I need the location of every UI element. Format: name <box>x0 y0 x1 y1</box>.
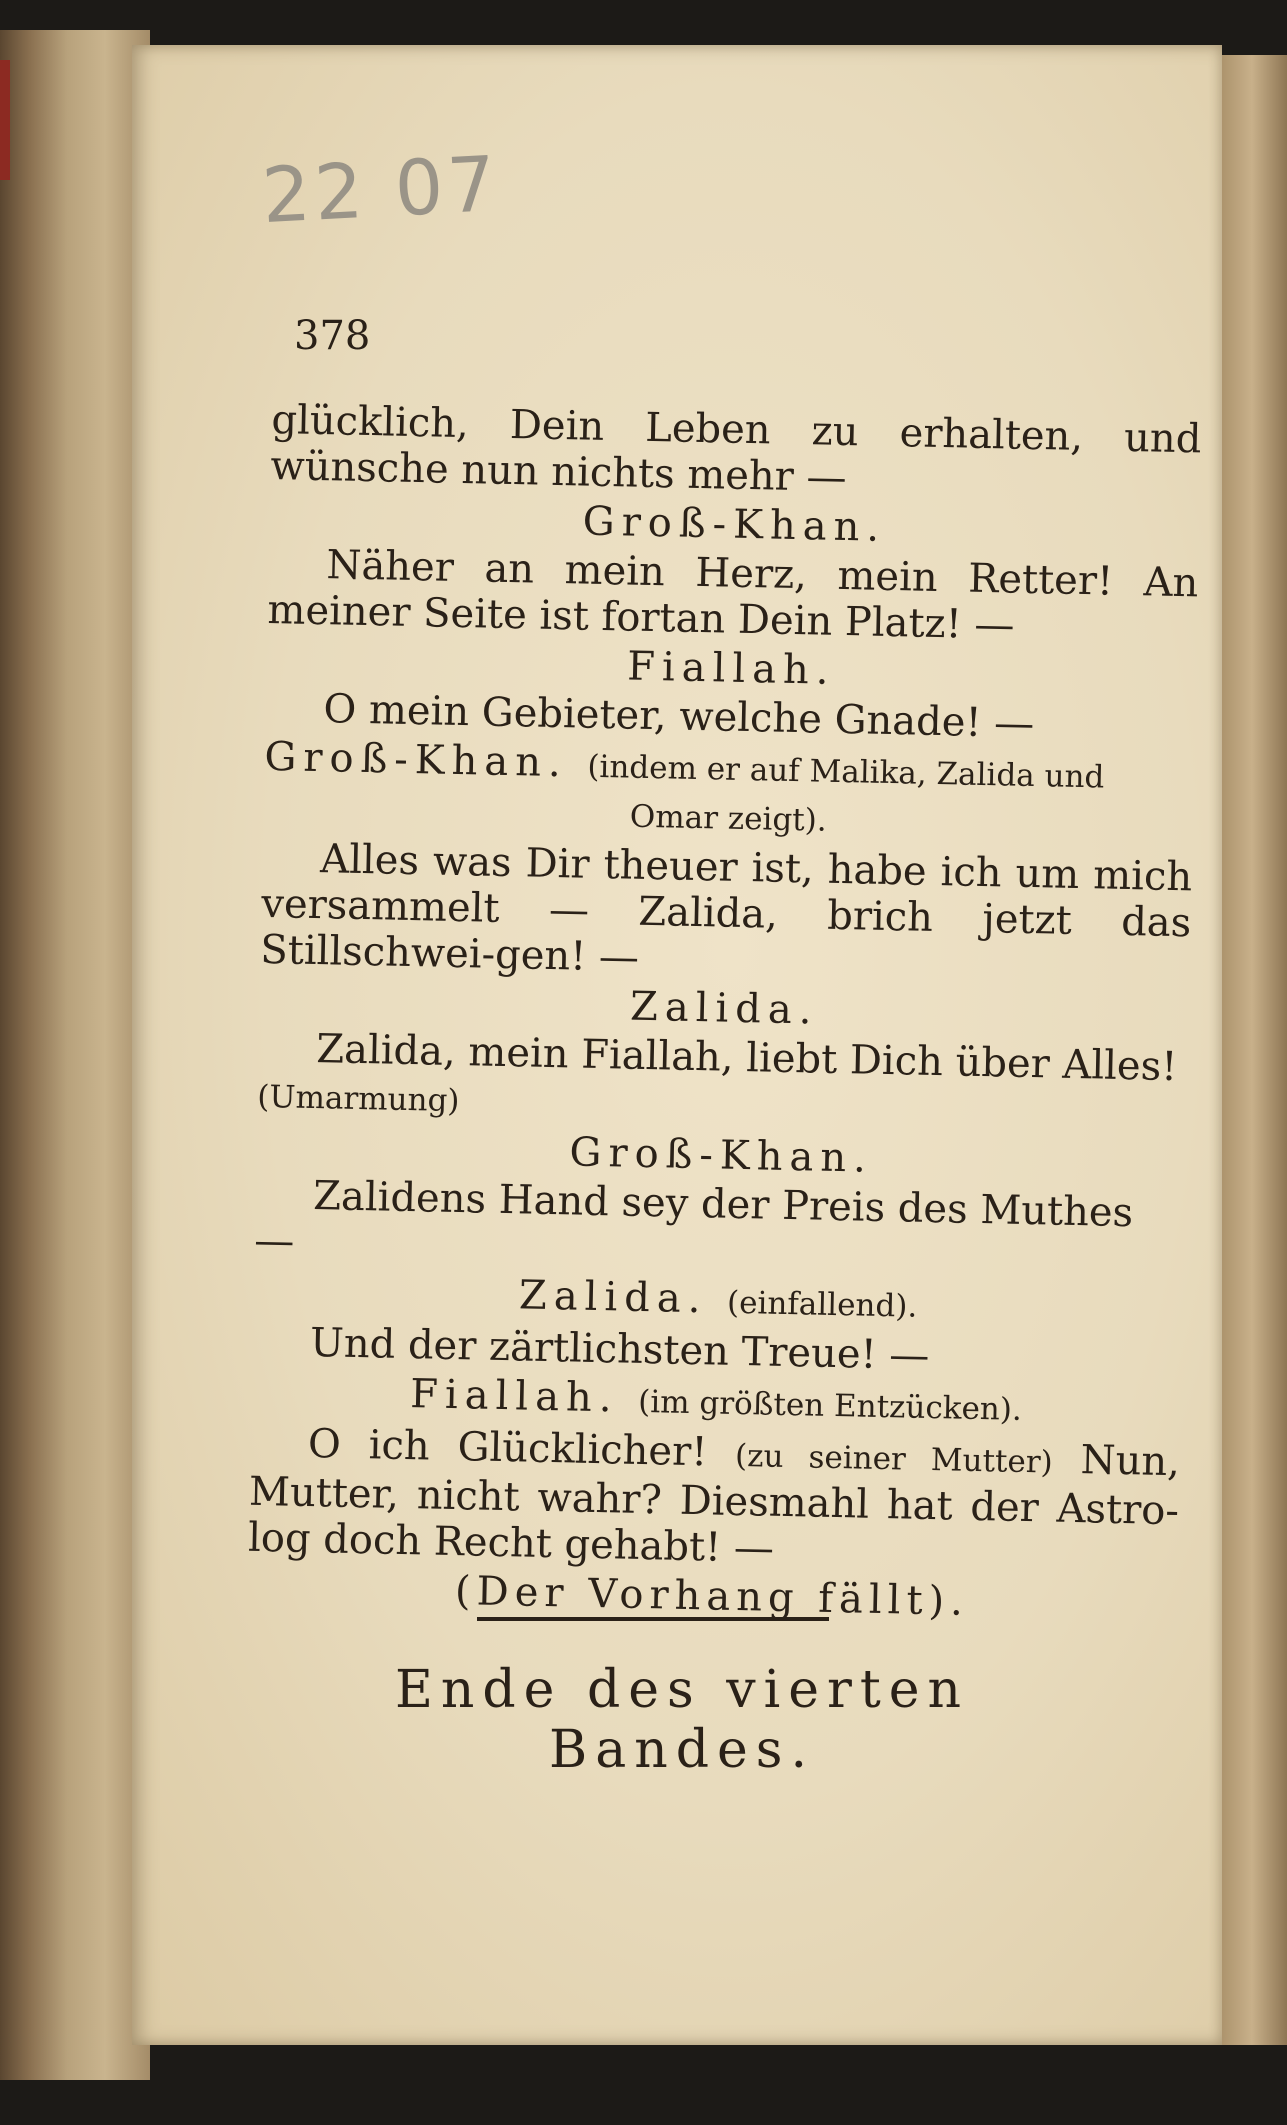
speaker-name: Zalida. <box>629 983 819 1034</box>
speaker-name: Groß-Khan. <box>582 498 887 551</box>
text-line <box>248 1420 1181 1580</box>
stage-direction: (einfallend). <box>726 1284 918 1325</box>
text-line: Zalida, mein Fiallah, liebt Dich über Alles! <box>315 1026 1178 1091</box>
red-edge <box>0 60 10 180</box>
text-fragment: Nun, Mutter, nicht wahr? Diesmahl hat der Astro-log doch Recht gehabt! — <box>247 1437 1181 1572</box>
page-number: 378 <box>294 313 371 359</box>
end-of-volume: Ende des vierten Bandes. <box>394 1660 970 1780</box>
curtain-direction: (Der Vorhang fällt). <box>454 1568 970 1625</box>
text-line: Näher an mein Herz, mein Retter! An meiner Seite ist fortan Dein Platz! — <box>267 542 1199 649</box>
next-page-edge <box>1217 55 1287 2045</box>
speaker-name: Zalida. <box>518 1272 708 1323</box>
book-page <box>132 45 1222 2045</box>
speaker-name: Groß-Khan. <box>263 733 569 787</box>
stage-direction: Omar zeigt). <box>629 798 828 839</box>
stage-direction: (zu seiner Mutter) <box>734 1437 1054 1481</box>
page-text <box>247 397 1202 1632</box>
text-line: Zalidens Hand sey der Preis des Muthes — <box>253 1173 1134 1265</box>
text-line: Alles was Dir theuer ist, habe ich um mich versammelt — Zalida, brich jetzt das Stillschwei-gen! — <box>259 836 1193 981</box>
text-line: Und der zärtlichsten Treue! — <box>309 1320 930 1379</box>
pencil-annotation: 22 07 <box>259 138 502 241</box>
text-fragment: O ich Glücklicher! <box>307 1420 708 1476</box>
text-line: glücklich, Dein Leben zu erhalten, und wünsche nun nichts mehr — <box>270 397 1202 502</box>
stage-direction: (indem er auf Malika, Zalida und <box>587 748 1105 796</box>
book-spine <box>0 30 150 2080</box>
stage-direction: (Umarmung) <box>256 1078 460 1120</box>
divider-rule <box>477 1617 829 1621</box>
speaker-name: Fiallah. <box>409 1371 620 1422</box>
speaker-name: Fiallah. <box>626 643 837 694</box>
stage-direction: (im größten Entzücken). <box>637 1383 1023 1428</box>
speaker-name: Groß-Khan. <box>569 1129 874 1182</box>
text-line: O mein Gebieter, welche Gnade! — <box>322 686 1035 748</box>
